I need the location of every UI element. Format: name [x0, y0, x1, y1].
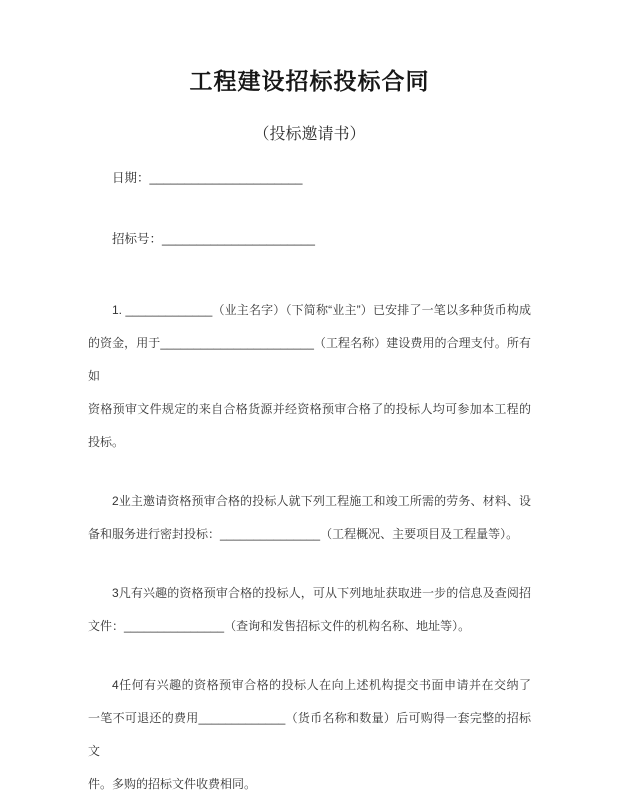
date-label: 日期： [112, 171, 150, 185]
paragraph-2-line-2: 备和服务进行密封投标：_______________（工程概况、主要项目及工程量等）。 [88, 527, 519, 541]
paragraph-3-line-1: 3凡有兴趣的资格预审合格的投标人，可从下列地址获取进一步的信息及查阅招 [112, 586, 531, 600]
paragraph-2-sealed-bids [88, 485, 531, 551]
contract-body [88, 294, 531, 800]
paragraph-4-line-1: 4任何有兴趣的资格预审合格的投标人在向上述机构提交书面申请并在交纳了 [112, 678, 531, 692]
document-title: 工程建设招标投标合同 [189, 68, 430, 94]
bid-number-field-row [88, 230, 531, 248]
date-field-row [88, 169, 531, 187]
paragraph-1-owner-funds [88, 294, 531, 459]
paragraph-4-line-2: 一笔不可退还的费用_____________（货币名称和数量）后可购得一套完整的招标文 [88, 711, 531, 758]
bid-number-blank-line: ______________________ [162, 232, 315, 246]
document-content [0, 66, 619, 800]
paragraph-3-line-2: 文件：_______________（查询和发售招标文件的机构名称、地址等）。 [88, 619, 471, 633]
paragraph-1-line-2: 的资金，用于_______________________（工程名称）建设费用的合理支付。所有如 [88, 336, 531, 383]
bid-number-label: 招标号： [112, 232, 163, 246]
paragraph-3-further-information [88, 577, 531, 643]
paragraph-1-line-3: 资格预审文件规定的来自合格货源并经资格预审合格了的投标人均可参加本工程的 [88, 402, 531, 416]
paragraph-4-line-3: 件。多购的招标文件收费相同。 [88, 777, 257, 791]
date-blank-line: ______________________ [149, 171, 303, 185]
paragraph-1-line-4: 投标。 [88, 435, 125, 449]
paragraph-2-line-1: 2业主邀请资格预审合格的投标人就下列工程施工和竣工所需的劳务、材料、设 [112, 494, 531, 508]
paragraph-1-line-1: 1. _____________（业主名字）（下简称“业主”）已安排了一笔以多种货币构成 [112, 303, 531, 317]
paragraph-4-document-fee [88, 669, 531, 800]
document-subtitle: （投标邀请书） [253, 126, 366, 143]
